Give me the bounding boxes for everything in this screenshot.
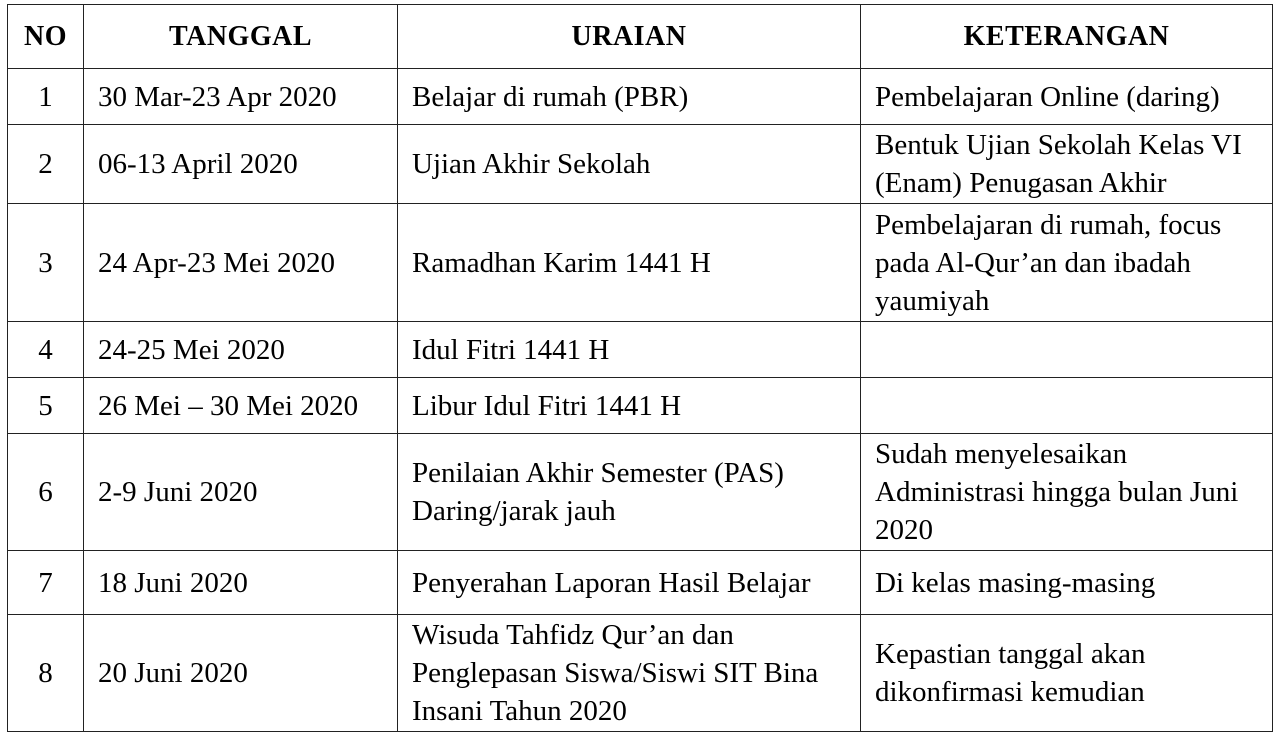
header-uraian: URAIAN [398,5,861,69]
row-date: 24-25 Mei 2020 [84,322,398,378]
row-number: 3 [8,204,84,322]
row-note: Bentuk Ujian Sekolah Kelas VI (Enam) Penugasan Akhir [861,125,1273,204]
row-note: Di kelas masing-masing [861,551,1273,615]
row-note [861,378,1273,434]
row-description: Ujian Akhir Sekolah [398,125,861,204]
table-row [8,615,1273,732]
row-note: Pembelajaran di rumah, focus pada Al-Qur’an dan ibadah yaumiyah [861,204,1273,322]
row-date: 24 Apr-23 Mei 2020 [84,204,398,322]
row-number: 8 [8,615,84,732]
header-row [8,5,1273,69]
table-row [8,69,1273,125]
row-description: Ramadhan Karim 1441 H [398,204,861,322]
row-number: 1 [8,69,84,125]
row-note: Kepastian tanggal akan dikonfirmasi kemudian [861,615,1273,732]
row-number: 6 [8,434,84,551]
row-description: Libur Idul Fitri 1441 H [398,378,861,434]
table-row [8,322,1273,378]
row-date: 06-13 April 2020 [84,125,398,204]
table-row [8,204,1273,322]
header-no: NO [8,5,84,69]
table-row [8,551,1273,615]
table-row [8,125,1273,204]
row-description: Idul Fitri 1441 H [398,322,861,378]
row-description: Penilaian Akhir Semester (PAS) Daring/jarak jauh [398,434,861,551]
row-date: 18 Juni 2020 [84,551,398,615]
row-description: Wisuda Tahfidz Qur’an dan Penglepasan Siswa/Siswi SIT Bina Insani Tahun 2020 [398,615,861,732]
row-date: 30 Mar-23 Apr 2020 [84,69,398,125]
row-note: Sudah menyelesaikan Administrasi hingga bulan Juni 2020 [861,434,1273,551]
row-note [861,322,1273,378]
table-row [8,434,1273,551]
row-description: Belajar di rumah (PBR) [398,69,861,125]
row-note: Pembelajaran Online (daring) [861,69,1273,125]
row-description: Penyerahan Laporan Hasil Belajar [398,551,861,615]
schedule-table [7,4,1273,732]
row-date: 20 Juni 2020 [84,615,398,732]
row-number: 2 [8,125,84,204]
row-number: 7 [8,551,84,615]
header-tanggal: TANGGAL [84,5,398,69]
header-keterangan: KETERANGAN [861,5,1273,69]
row-number: 4 [8,322,84,378]
table-row [8,378,1273,434]
row-date: 26 Mei – 30 Mei 2020 [84,378,398,434]
row-date: 2-9 Juni 2020 [84,434,398,551]
row-number: 5 [8,378,84,434]
